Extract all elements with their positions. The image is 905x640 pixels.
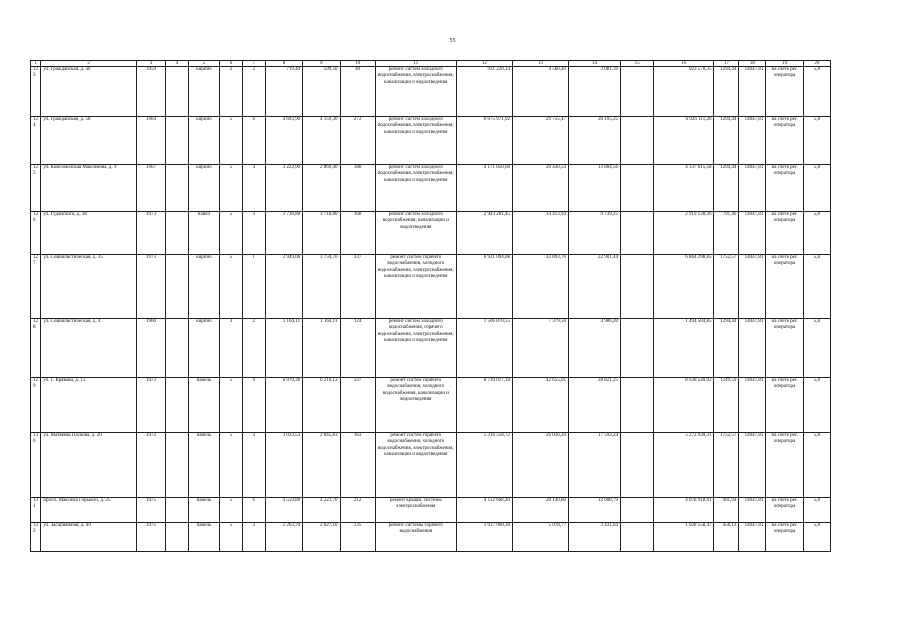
cell-n: 128 [31,319,41,378]
cell-area_total: 1 164,11 [265,319,302,378]
cell-c20: 5,8 [803,498,830,523]
cell-c18: 14047,81 [739,378,766,433]
cell-cost_total: 8 710 017,18 [456,378,512,433]
cell-floors: 5 [220,433,243,498]
cell-c15 [620,255,653,319]
cell-address: ул. Матвеева Паскова, д. 20 [41,433,137,498]
cell-c4 [166,117,189,165]
cell-n: 129 [31,378,41,433]
column-number-17: 17 [714,61,739,67]
cell-material: панель [188,433,219,498]
column-number-19: 19 [766,61,803,67]
cell-n: 131 [31,498,41,523]
cell-operator: на счете рег. оператора [766,165,803,212]
cell-residents: 124 [340,319,375,378]
cell-area_total: 3 222,90 [265,165,302,212]
column-number-7: 7 [242,61,265,67]
column-number-6: 6 [220,61,243,67]
cell-work: ремонт систем холодного водоснабжения, электроснабжения, канализации и водоотведения [375,117,456,165]
cell-area_living: 6 216,13 [303,378,340,433]
cell-c14: 13 608,79 [569,498,621,523]
column-number-12: 12 [456,61,512,67]
cell-material: кирпич [188,67,219,117]
cell-address: ул. Социалистическая, д. 4 [41,319,137,378]
cell-residents: 168 [340,212,375,255]
cell-floors: 5 [220,523,243,552]
cell-c13: 42 655,01 [512,378,568,433]
cell-operator: на счете рег. оператора [766,319,803,378]
cell-c17: 1294,44 [714,165,739,212]
column-number-8: 8 [265,61,302,67]
cell-c20: 5,8 [803,523,830,552]
column-number-4: 4 [166,61,189,67]
cell-n: 124 [31,117,41,165]
table-row [31,165,831,212]
cell-entrances: 6 [242,117,265,165]
cell-c17: 1294,44 [714,117,739,165]
cell-work: ремонт систем горячего водоснабжения, холодного водоснабжения, электроснабжения, канализации и водоотведения [375,255,456,319]
table-row [31,319,831,378]
cell-c15 [620,67,653,117]
cell-entrances: 3 [242,212,265,255]
cell-c15 [620,319,653,378]
cell-floors: 5 [220,498,243,523]
cell-c13: 26 036,20 [512,433,568,498]
cell-c14: 22 901,44 [569,255,621,319]
cell-c4 [166,319,189,378]
cell-residents: 337 [340,255,375,319]
cell-n: 130 [31,433,41,498]
cell-c15 [620,165,653,212]
cell-floors: 5 [220,255,243,319]
cell-c13: 20 430,54 [512,165,568,212]
cell-c16: 5 272 930,31 [654,433,714,498]
cell-c13: 20 140,80 [512,498,568,523]
cell-c18: 14047,81 [739,67,766,117]
cell-residents: 40 [340,67,375,117]
cell-area_living: 2 845,83 [303,433,340,498]
cell-c4 [166,433,189,498]
cell-operator: на счете рег. оператора [766,433,803,498]
cell-area_living: 4 159,30 [303,117,340,165]
cell-year: 1959 [136,67,165,117]
cell-c16: 6 026 111,20 [654,117,714,165]
cell-area_living: 1 164,11 [303,319,340,378]
cell-year: 1973 [136,212,165,255]
cell-area_living: 3 718,80 [303,212,340,255]
cell-area_total: 3 033,53 [265,433,302,498]
cell-year: 1973 [136,378,165,433]
cell-entrances: 4 [242,433,265,498]
cell-year: 1972 [136,433,165,498]
cell-floors: 5 [220,378,243,433]
cell-residents: 272 [340,117,375,165]
cell-c17: 1752,57 [714,433,739,498]
cell-operator: на счете рег. оператора [766,67,803,117]
cell-work: ремонт систем холодного водоснабжения, электроснабжения, канализации и водоотведения [375,165,456,212]
cell-c13: 7 379,50 [512,319,568,378]
cell-operator: на счете рег. оператора [766,523,803,552]
cell-area_total: 4 559,80 [265,498,302,523]
cell-c15 [620,523,653,552]
column-number-9: 9 [303,61,340,67]
column-number-2: 2 [41,61,137,67]
cell-c14: 3 081,39 [569,67,621,117]
cell-c20: 5,8 [803,67,830,117]
cell-residents: 188 [340,165,375,212]
cell-c18: 14047,81 [739,255,766,319]
cell-cost_total: 5 316 558,72 [456,433,512,498]
cell-material: кирпич [188,117,219,165]
column-number-1: 1 [31,61,41,67]
cell-year: 1967 [136,165,165,212]
cell-c17: 1752,57 [714,255,739,319]
cell-area_living: 4 223,70 [303,498,340,523]
table-row [31,212,831,255]
table-row [31,523,831,552]
cell-address: ул. Г. Крякова, д. 13 [41,378,137,433]
cell-work: ремонт систем холодного водоснабжения, горячего водоснабжения, электроснабжения, канализации и водоотведения [375,319,456,378]
cell-c15 [620,498,653,523]
cell-entrances: 1 [242,255,265,319]
cell-entrances: 3 [242,523,265,552]
cell-operator: на счете рег. оператора [766,212,803,255]
cell-n: 127 [31,255,41,319]
column-number-13: 13 [512,61,568,67]
cell-c13: 14 413,94 [512,212,568,255]
cell-c14: 3 431,64 [569,523,621,552]
table-row [31,117,831,165]
cell-address: ул. Социалистическая, д. 15 [41,255,137,319]
cell-area_total: 719,40 [265,67,302,117]
cell-work: ремонт систем горячего водоснабжения, холодного водоснабжения, электроснабжения, канализации и водоотведения [375,433,456,498]
cell-address: ул. Засорняжная, д. 49 [41,523,137,552]
cell-work: ремонт крыши, системы электроснабжения [375,498,456,523]
cell-area_total: 4 693,90 [265,117,302,165]
cell-c13: 4 560,40 [512,67,568,117]
cell-work: ремонт системы горячего водоснабжения [375,523,456,552]
cell-work: ремонт систем горячего водоснабжения, холодного водоснабжения, канализации и водоотведения [375,378,456,433]
cell-area_total: 2 263,70 [265,523,302,552]
cell-cost_total: 2 943 281,45 [456,212,512,255]
column-number-3: 3 [136,61,165,67]
cell-year: 1964 [136,117,165,165]
cell-c20: 5,8 [803,165,830,212]
cell-material: кирпич [188,319,219,378]
cell-n: 123 [31,67,41,117]
cell-c14: 20 105,25 [569,117,621,165]
column-number-10: 10 [340,61,375,67]
cell-c16: 1 028 558,47 [654,523,714,552]
cell-area_living: 2 027,10 [303,523,340,552]
cell-floors: 5 [220,117,243,165]
cell-c4 [166,378,189,433]
cell-c17: 901,94 [714,498,739,523]
cell-c13: 29 755,47 [512,117,568,165]
cell-c15 [620,212,653,255]
column-number-20: 20 [803,61,830,67]
column-number-14: 14 [569,61,621,67]
table-row [31,67,831,117]
cell-work: ремонт систем холодного водоснабжения, электроснабжения, канализации и водоотведения [375,67,456,117]
cell-cost_total: 931 220,14 [456,67,512,117]
cell-operator: на счете рег. оператора [766,255,803,319]
cell-c16: 2 919 128,26 [654,212,714,255]
cell-c4 [166,523,189,552]
cell-material: панел [188,212,219,255]
cell-c4 [166,255,189,319]
cell-c17: 458,13 [714,523,739,552]
cell-cost_total: 6 921 094,08 [456,255,512,319]
cell-cost_total: 4 171 850,68 [456,165,512,212]
cell-c16: 4 078 918,61 [654,498,714,523]
cell-material: панель [188,498,219,523]
capital-repair-table [30,60,831,552]
cell-residents: 337 [340,378,375,433]
cell-operator: на счете рег. оператора [766,498,803,523]
cell-c15 [620,433,653,498]
cell-material: панель [188,378,219,433]
cell-c15 [620,378,653,433]
cell-operator: на счете рег. оператора [766,378,803,433]
cell-area_living: 599,50 [303,67,340,117]
cell-entrances: 2 [242,67,265,117]
table-row [31,433,831,498]
cell-material: кирпич [188,255,219,319]
cell-n: 126 [31,212,41,255]
cell-entrances: 2 [242,319,265,378]
cell-area_total: 6 970,30 [265,378,302,433]
cell-material: кирпич [188,165,219,212]
cell-year: 1973 [136,255,165,319]
cell-work: ремонт систем холодного водоснабжения, канализации и водоотведения [375,212,456,255]
cell-residents: 212 [340,498,375,523]
table-row [31,498,831,523]
cell-address: ул. Гражданская, д. 58 [41,117,137,165]
cell-c15 [620,117,653,165]
cell-c13: 5 078,77 [512,523,568,552]
cell-c17: 1294,44 [714,67,739,117]
cell-c18: 14047,81 [739,165,766,212]
cell-residents: 135 [340,523,375,552]
cell-c20: 5,8 [803,319,830,378]
cell-entrances: 6 [242,498,265,523]
cell-address: ул. Гражданская, д. 46 [41,67,137,117]
cell-c18: 14047,81 [739,523,766,552]
cell-c14: 28 821,25 [569,378,621,433]
cell-c18: 14047,81 [739,212,766,255]
cell-c14: 13 804,56 [569,165,621,212]
cell-area_living: 2 869,40 [303,165,340,212]
table-row [31,255,831,319]
cell-cost_total: 4 112 668,20 [456,498,512,523]
cell-cost_total: 6 075 971,92 [456,117,512,165]
cell-address: просп. Максима Горького, д. 25 [41,498,137,523]
cell-entrances: 9 [242,378,265,433]
cell-c16: 1 494 504,85 [654,319,714,378]
cell-c4 [166,67,189,117]
cell-c18: 14047,81 [739,433,766,498]
cell-address: ул. Гуданского, д. 38 [41,212,137,255]
cell-c4 [166,498,189,523]
cell-c13: 33 893,70 [512,255,568,319]
cell-c17: 1294,44 [714,319,739,378]
cell-c17: 791,46 [714,212,739,255]
cell-floors: 5 [220,212,243,255]
cell-area_living: 3 750,76 [303,255,340,319]
cell-floors: 5 [220,165,243,212]
cell-area_total: 3 718,80 [265,212,302,255]
cell-cost_total: 1 506 870,55 [456,319,512,378]
cell-c16: 923 578,35 [654,67,714,117]
cell-c14: 17 592,24 [569,433,621,498]
column-number-18: 18 [739,61,766,67]
column-number-5: 5 [188,61,219,67]
cell-n: 125 [31,165,41,212]
column-number-16: 16 [654,61,714,67]
cell-floors: 2 [220,67,243,117]
cell-n: 132 [31,523,41,552]
cell-c18: 14047,81 [739,117,766,165]
cell-c16: 8 638 540,92 [654,378,714,433]
cell-c16: 6 864 298,85 [654,255,714,319]
cell-material: панель [188,523,219,552]
cell-c14: 4 986,20 [569,319,621,378]
cell-c20: 5,8 [803,378,830,433]
cell-cost_total: 1 037 968,18 [456,523,512,552]
cell-year: 1960 [136,319,165,378]
cell-entrances: 4 [242,165,265,212]
column-number-15: 15 [620,61,653,67]
cell-address: ул. Комсомолская Максимова, д. 9 [41,165,137,212]
cell-residents: 163 [340,433,375,498]
cell-c18: 14047,81 [739,498,766,523]
cell-c20: 5,8 [803,117,830,165]
cell-c20: 5,8 [803,255,830,319]
cell-c4 [166,165,189,212]
cell-c18: 14047,81 [739,319,766,378]
cell-year: 1975 [136,498,165,523]
column-number-11: 11 [375,61,456,67]
cell-c17: 1249,59 [714,378,739,433]
cell-c14: 9 739,25 [569,212,621,255]
cell-c4 [166,212,189,255]
cell-operator: на счете рег. оператора [766,117,803,165]
cell-area_total: 3 949,06 [265,255,302,319]
cell-year: 1975 [136,523,165,552]
cell-c16: 4 137 615,58 [654,165,714,212]
cell-floors: 3 [220,319,243,378]
cell-c20: 5,8 [803,212,830,255]
page-number: 55 [449,38,456,44]
table-row [31,378,831,433]
cell-c20: 5,8 [803,433,830,498]
